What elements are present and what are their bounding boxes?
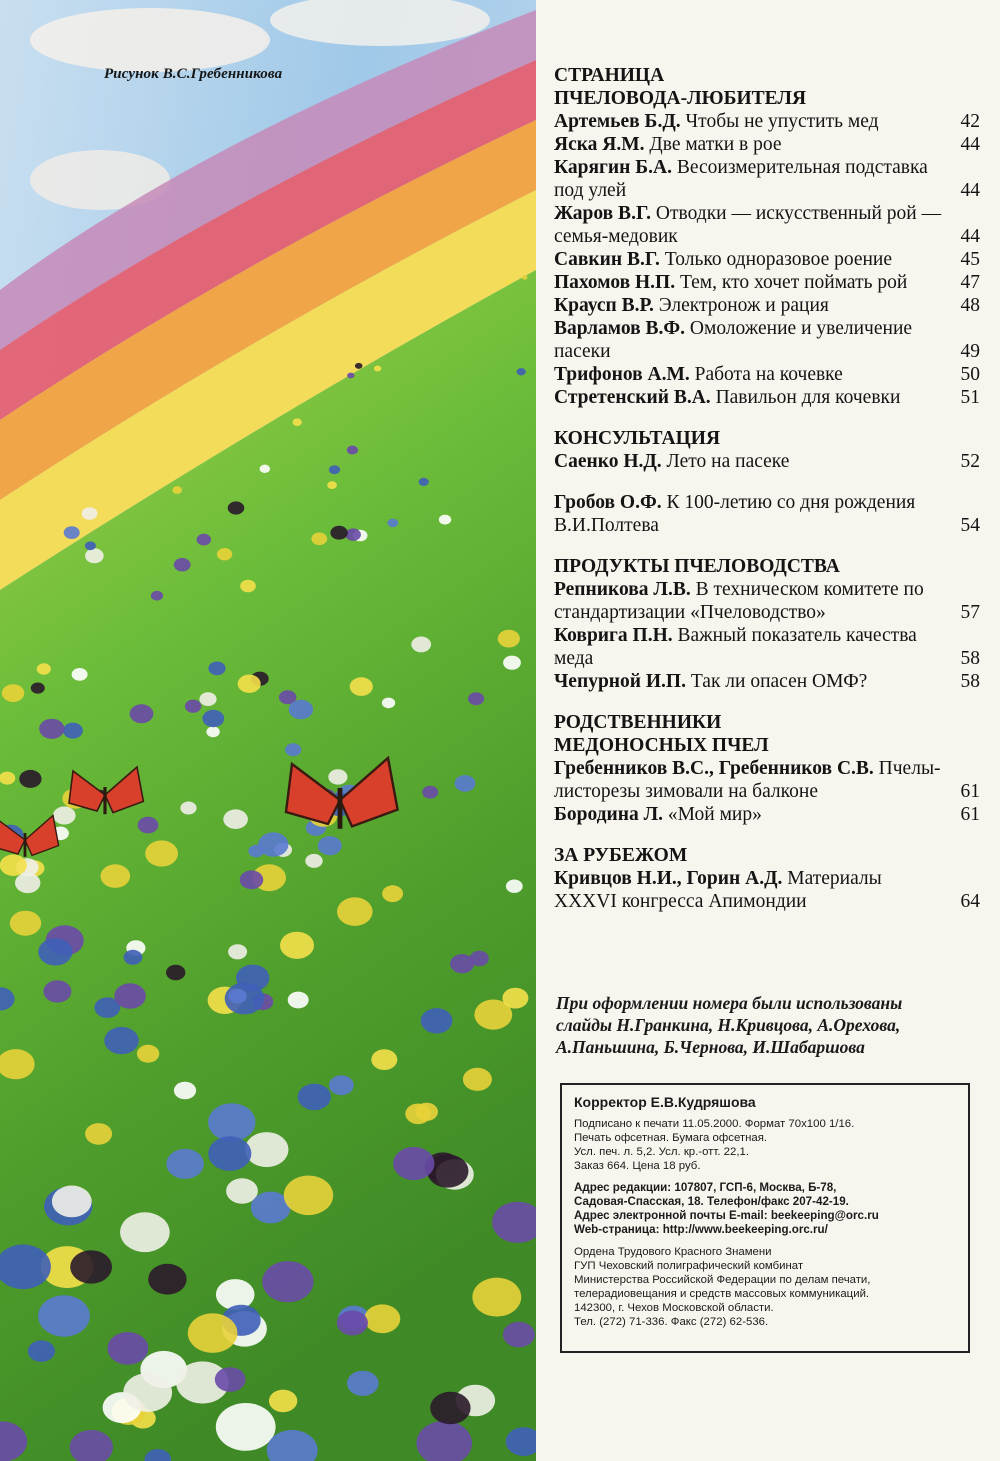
flower (226, 1178, 258, 1203)
flower (507, 280, 512, 284)
toc-section (554, 844, 980, 913)
entry-page: 42 (960, 111, 980, 132)
toc-section (554, 711, 980, 826)
entry-author: Стретенский В.А. (554, 387, 711, 408)
flower (120, 1212, 170, 1252)
flower (138, 817, 159, 834)
web-line: Web-страница: http://www.beekeeping.orc.ru/ (574, 1223, 828, 1236)
entry-page: 61 (960, 804, 980, 825)
entry-title: Работа на кочевке (694, 364, 843, 385)
flower (498, 630, 520, 648)
toc-section (554, 64, 980, 409)
flower (70, 1250, 112, 1283)
flower (72, 668, 88, 681)
flower (422, 786, 438, 799)
flower (63, 723, 83, 739)
flower (506, 880, 523, 893)
flower (327, 481, 337, 489)
flower (216, 1403, 276, 1451)
printer-info (574, 1245, 956, 1329)
flower (337, 1311, 368, 1336)
flower (208, 1136, 251, 1171)
flower (355, 363, 363, 369)
flower (38, 1295, 90, 1336)
flower (347, 446, 358, 455)
flower (298, 1084, 331, 1111)
entry-author: Трифонов А.М. (554, 364, 690, 385)
flower (284, 1176, 333, 1216)
entry-page: 54 (960, 515, 980, 536)
entry-author: Карягин Б.А. (554, 157, 672, 178)
flower (328, 769, 347, 784)
flower (502, 988, 528, 1009)
entry-page: 48 (960, 295, 980, 316)
flower (318, 836, 342, 855)
flower (238, 675, 261, 693)
entry-title: Только одноразовое роение (664, 249, 893, 270)
entry-page: 61 (960, 781, 980, 802)
flower (419, 478, 429, 486)
flower (411, 637, 431, 653)
flower (293, 418, 302, 426)
toc-entry (554, 491, 980, 537)
flower (382, 698, 395, 709)
flower (130, 704, 154, 723)
print-line: Подписано к печати 11.05.2000. Формат 70x100 1/16. (574, 1118, 855, 1130)
entry-page: 49 (960, 341, 980, 362)
entry-title: Отводки — искусственный рой — семья-медовик (554, 203, 942, 247)
flower (85, 541, 96, 550)
imprint-box (560, 1083, 970, 1353)
section-title: РОДСТВЕННИКИ МЕДОНОСНЫХ ПЧЕЛ (554, 712, 769, 756)
flower (350, 677, 373, 696)
entry-page: 50 (960, 364, 980, 385)
flower (364, 1304, 400, 1333)
entry-title: Пчелы-листорезы зимовали на балконе (554, 758, 941, 802)
print-details (574, 1117, 956, 1173)
editorial-address (574, 1181, 956, 1237)
flower (387, 519, 398, 528)
flower (421, 1008, 453, 1033)
entry-title: Электронож и рация (658, 295, 829, 316)
illustration-caption: Рисунок В.С.Гребенникова (104, 66, 283, 82)
entry-author: Коврига П.Н. (554, 625, 673, 646)
flower (345, 528, 361, 540)
entry-author: Артемьев Б.Д. (554, 111, 681, 132)
flower (10, 911, 41, 936)
flower (123, 950, 142, 965)
flower (53, 807, 76, 825)
flower (245, 1132, 289, 1167)
entry-page: 52 (960, 451, 980, 472)
entry-title: В техническом комитете по стандартизации «Пчеловодство» (554, 579, 924, 623)
flower (517, 368, 526, 375)
flower (123, 1373, 172, 1412)
flower (455, 775, 476, 792)
flower (82, 507, 98, 520)
printer-line: 142300, г. Чехов Московской области. (574, 1302, 774, 1314)
flower (240, 870, 264, 889)
toc-entry (554, 271, 980, 294)
address-line: Садовая-Спасская, 18. Телефон/факс 207-42-19. (574, 1195, 849, 1208)
entry-author: Гребенников В.С., Гребенников С.В. (554, 758, 874, 779)
flower (38, 938, 72, 965)
flower (337, 897, 373, 926)
flower (217, 548, 232, 560)
entry-title: Материалы XXXVI конгресса Апимондии (554, 868, 882, 912)
flower (503, 656, 521, 670)
flower (0, 854, 27, 876)
flower (107, 1332, 148, 1365)
printer-line: Тел. (272) 71-336. Факс (272) 62-536. (574, 1316, 769, 1328)
flower (188, 1313, 238, 1353)
toc-entry (554, 294, 980, 317)
flower (329, 1075, 354, 1095)
flower (215, 1367, 246, 1392)
toc-entry (554, 156, 980, 202)
flower (223, 809, 248, 829)
toc-section (554, 491, 980, 537)
entry-page: 44 (960, 180, 980, 201)
flower (347, 1371, 379, 1396)
address-line: Адрес редакции: 107807, ГСП-6, Москва, Б-78, (574, 1181, 837, 1194)
flower (240, 580, 256, 593)
toc-section (554, 427, 980, 473)
flower (180, 802, 196, 815)
table-of-contents (554, 64, 980, 931)
flower (101, 864, 131, 888)
entry-title: Тем, кто хочет поймать рой (679, 272, 908, 293)
entry-author: Варламов В.Ф. (554, 318, 686, 339)
printer-line: Ордена Трудового Красного Знамени (574, 1246, 772, 1258)
flower (174, 1082, 196, 1100)
toc-entry (554, 110, 980, 133)
flower (52, 1186, 92, 1218)
flower (208, 1103, 255, 1141)
toc-entry (554, 670, 980, 693)
flower (262, 1261, 313, 1302)
flower (43, 980, 71, 1002)
entry-page: 58 (960, 648, 980, 669)
flower (85, 548, 104, 563)
corrector-line: Корректор Е.В.Кудряшова (574, 1094, 756, 1110)
flower (347, 373, 354, 379)
flower (31, 683, 45, 694)
flower (172, 486, 182, 494)
toc-entry (554, 578, 980, 624)
flower (39, 719, 64, 739)
flower (185, 700, 201, 713)
entry-author: Савкин В.Г. (554, 249, 660, 270)
entry-page: 47 (960, 272, 980, 293)
entry-page: 45 (960, 249, 980, 270)
flower (236, 965, 269, 992)
toc-entry (554, 803, 980, 826)
flower (64, 526, 80, 539)
flower (37, 663, 51, 674)
entry-title: Две матки в рое (649, 134, 782, 155)
entry-author: Жаров В.Г. (554, 203, 652, 224)
flower (260, 465, 271, 473)
entry-page: 51 (960, 387, 980, 408)
toc-entry (554, 624, 980, 670)
flower (166, 1149, 204, 1179)
flower (288, 992, 309, 1009)
flower (472, 1278, 521, 1317)
flower (415, 1103, 438, 1121)
flower (374, 366, 381, 372)
toc-entry (554, 317, 980, 363)
toc-section (554, 555, 980, 693)
flower (463, 1068, 492, 1091)
entry-title: Лето на пасеке (666, 451, 790, 472)
flower (330, 526, 347, 540)
flower (151, 591, 163, 601)
toc-entry (554, 867, 980, 913)
flower (280, 932, 314, 959)
entry-author: Гробов О.Ф. (554, 492, 662, 513)
flower (19, 770, 41, 788)
flower (439, 515, 451, 525)
entry-title: Весоизмерительная подставка под улей (554, 157, 928, 201)
flower (258, 832, 288, 856)
entry-title: Омоложение и увеличение пасеки (554, 318, 913, 362)
flower (202, 710, 224, 727)
flower (269, 1390, 297, 1413)
flower (2, 684, 24, 702)
toc-entry (554, 363, 980, 386)
printer-line: ГУП Чеховский полиграфический комбинат (574, 1260, 804, 1272)
toc-entry (554, 248, 980, 271)
entry-page: 57 (960, 602, 980, 623)
entry-author: Репникова Л.В. (554, 579, 691, 600)
flower (371, 1049, 397, 1070)
entry-author: Пахомов Н.П. (554, 272, 676, 293)
flower (104, 1027, 138, 1054)
print-line: Усл. печ. л. 5,2. Усл. кр.-отт. 22,1. (574, 1146, 750, 1158)
flower (166, 965, 185, 981)
flower (329, 465, 340, 474)
entry-title: Павильон для кочевки (715, 387, 901, 408)
flower (174, 558, 191, 571)
flower (305, 854, 322, 868)
flower (522, 275, 528, 279)
flower (228, 944, 247, 959)
entry-page: 58 (960, 671, 980, 692)
toc-entry (554, 757, 980, 803)
toc-entry (554, 133, 980, 156)
flower (197, 534, 211, 546)
entry-page: 44 (960, 226, 980, 247)
flower (148, 1264, 186, 1295)
section-title: ЗА РУБЕЖОМ (554, 845, 688, 866)
toc-entry (554, 386, 980, 409)
entry-title: Чтобы не упустить мед (685, 111, 879, 132)
flower (393, 1147, 434, 1180)
toc-entry (554, 202, 980, 248)
flower (208, 662, 225, 676)
flower (228, 989, 246, 1004)
slides-credits: При оформлении номера были использованы слайды Н.Гранкина, Н.Кривцова, А.Орехова, А.Паньшина, Б.Чернова, И.Шабаршова (556, 993, 903, 1057)
flower (430, 1392, 470, 1424)
entry-author: Бородина Л. (554, 804, 664, 825)
entry-title: «Мой мир» (667, 804, 762, 825)
flower (114, 983, 146, 1008)
entry-title: Так ли опасен ОМФ? (690, 671, 868, 692)
printer-line: телерадиовещания и средств массовых коммуникаций. (574, 1288, 870, 1300)
section-title: КОНСУЛЬТАЦИЯ (554, 428, 721, 449)
flower (85, 1123, 112, 1145)
flower (28, 1340, 55, 1362)
entry-title: Важный показатель качества меда (554, 625, 917, 669)
section-title: ПРОДУКТЫ ПЧЕЛОВОДСТВА (554, 556, 840, 577)
entry-author: Кривцов Н.И., Горин А.Д. (554, 868, 783, 889)
print-line: Заказ 664. Цена 18 руб. (574, 1160, 701, 1172)
flower (503, 1322, 535, 1348)
entry-author: Краусп В.Р. (554, 295, 654, 316)
flower (289, 700, 313, 720)
flower (199, 692, 216, 706)
entry-page: 44 (960, 134, 980, 155)
toc-entry (554, 450, 980, 473)
printer-line: Министерства Российской Федерации по делам печати, (574, 1274, 871, 1286)
entry-author: Чепурной И.П. (554, 671, 686, 692)
entry-page: 64 (960, 891, 980, 912)
email-line: Адрес электронной почты E-mail: beekeeping@orc.ru (574, 1209, 879, 1222)
flower (468, 692, 484, 705)
flower (216, 1279, 255, 1310)
flower (450, 954, 474, 973)
flower (145, 840, 178, 866)
flower (228, 501, 245, 514)
entry-title: К 100-летию со дня рождения В.И.Полтева (554, 492, 916, 536)
flower (137, 1045, 159, 1063)
flower (206, 726, 219, 737)
flower (382, 885, 403, 902)
flower (285, 743, 301, 756)
entry-author: Саенко Н.Д. (554, 451, 662, 472)
entry-author: Яска Я.М. (554, 134, 645, 155)
print-line: Печать офсетная. Бумага офсетная. (574, 1132, 768, 1144)
flower (311, 533, 327, 546)
section-title: СТРАНИЦА ПЧЕЛОВОДА-ЛЮБИТЕЛЯ (554, 65, 807, 109)
